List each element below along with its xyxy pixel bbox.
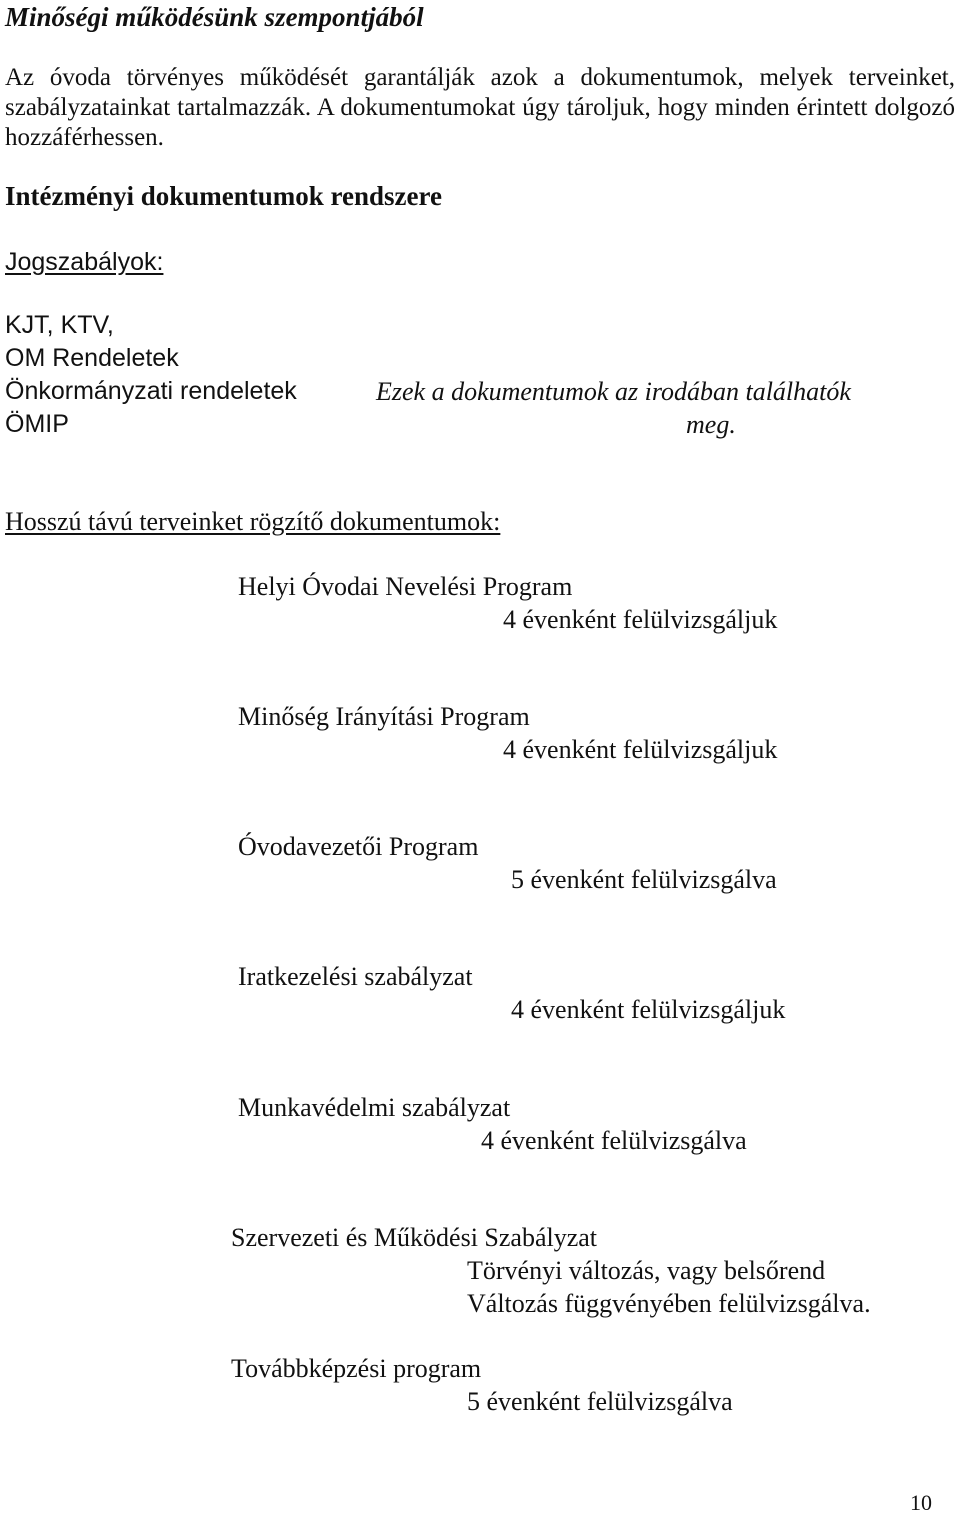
document-review: 5 évenként felülvizsgálva bbox=[467, 1387, 733, 1416]
document-review: 4 évenként felülvizsgáljuk bbox=[503, 735, 778, 764]
laws-location-note: Ezek a dokumentumok az irodában találhatók bbox=[376, 377, 851, 406]
document-review: 5 évenként felülvizsgálva bbox=[511, 865, 777, 894]
document-name: Óvodavezetői Program bbox=[238, 832, 479, 861]
document-review: 4 évenként felülvizsgáljuk bbox=[511, 995, 786, 1024]
document-review: 4 évenként felülvizsgáljuk bbox=[503, 605, 778, 634]
law-item: KJT, KTV, bbox=[5, 311, 114, 339]
law-item: OM Rendeletek bbox=[5, 344, 179, 372]
intro-paragraph: Az óvoda törvényes működését garantálják azok a dokumentumok, melyek terveinket, szabályzatainkat tartalmazzák. A dokumentumokat úgy tároljuk, hogy minden érintett dolgozó hozzáférhessen. bbox=[5, 64, 955, 151]
laws-location-note-cont: meg. bbox=[686, 410, 736, 439]
document-review: 4 évenként felülvizsgálva bbox=[481, 1126, 747, 1155]
section-title: Minőségi működésünk szempontjából bbox=[5, 2, 424, 32]
document-review-cont: Változás függvényében felülvizsgálva. bbox=[467, 1289, 871, 1318]
document-name: Továbbképzési program bbox=[231, 1354, 482, 1383]
law-item: ÖMIP bbox=[5, 410, 69, 438]
document-name: Munkavédelmi szabályzat bbox=[238, 1093, 511, 1122]
law-item: Önkormányzati rendeletek bbox=[5, 377, 297, 405]
document-name: Helyi Óvodai Nevelési Program bbox=[238, 572, 573, 601]
long-term-heading: Hosszú távú terveinket rögzítő dokumentumok: bbox=[5, 507, 501, 536]
document-name: Szervezeti és Működési Szabályzat bbox=[231, 1223, 598, 1252]
laws-heading: Jogszabályok: bbox=[5, 248, 164, 276]
document-review: Törvényi változás, vagy belsőrend bbox=[467, 1256, 826, 1285]
document-name: Iratkezelési szabályzat bbox=[238, 962, 473, 991]
document-name: Minőség Irányítási Program bbox=[238, 702, 530, 731]
subsection-title: Intézményi dokumentumok rendszere bbox=[5, 181, 442, 211]
page-number: 10 bbox=[910, 1490, 932, 1515]
